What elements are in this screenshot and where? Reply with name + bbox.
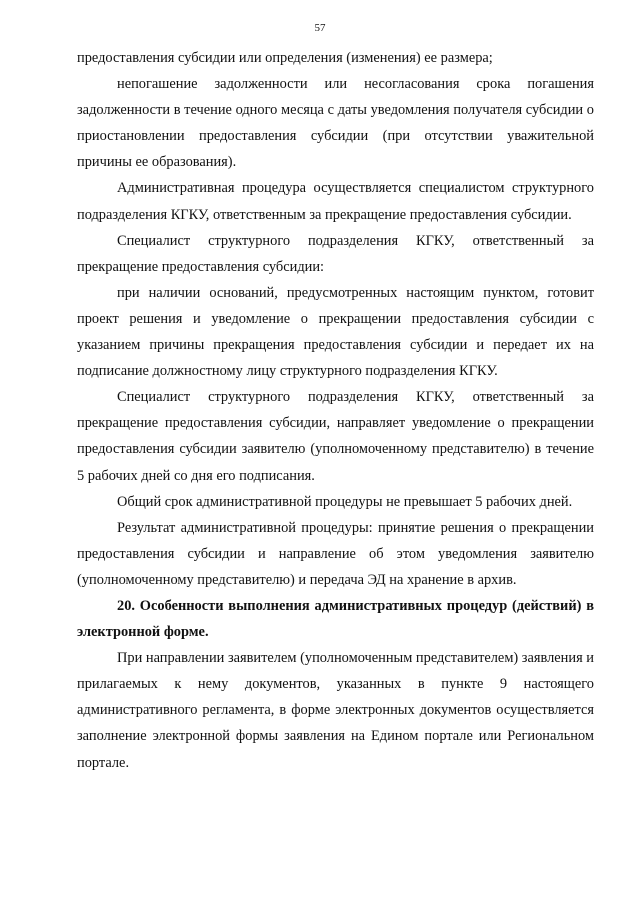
paragraph-4: Специалист структурного подразделения КГКУ, ответственный за прекращение предоставления субсидии:: [77, 232, 594, 275]
page-number: 57: [314, 22, 326, 34]
document-body: [77, 45, 594, 776]
paragraph-7: Общий срок административной процедуры не превышает 5 рабочих дней.: [117, 493, 573, 510]
paragraph-1: предоставления субсидии или определения (изменения) ее размера;: [77, 50, 493, 66]
paragraph-3: Административная процедура осуществляется специалистом структурного подразделения КГКУ, ответственным за прекращение предоставления субсидии.: [77, 180, 594, 223]
paragraph-9: При направлении заявителем (уполномоченным представителем) заявления и прилагаемых к нему документов, указанных в пункте 9 настоящего административного регламента, в форме электронных документов осуществляется заполнение электронной формы заявления на Едином портале или Региональном портале.: [77, 650, 594, 771]
paragraph-2: непогашение задолженности или несогласования срока погашения задолженности в течение одного месяца с даты уведомления получателя субсидии о приостановлении предоставления субсидии (при отсутствии уважительной причины ее образования).: [77, 76, 594, 171]
section-heading: 20. Особенности выполнения административных процедур (действий) в электронной форме.: [77, 597, 594, 641]
paragraph-8: Результат административной процедуры: принятие решения о прекращении предоставления субсидии и направление об этом уведомления заявителю (уполномоченному представителю) и передача ЭД на хранение в архив.: [77, 519, 594, 588]
paragraph-6: Специалист структурного подразделения КГКУ, ответственный за прекращение предоставления субсидии, направляет уведомление о прекращении предоставления субсидии заявителю (уполномоченному представителю) в течение 5 рабочих дней со дня его подписания.: [77, 389, 594, 484]
paragraph-5: при наличии оснований, предусмотренных настоящим пунктом, готовит проект решения и уведомление о прекращении предоставления субсидии с указанием причины прекращения предоставления субсидии и передает их на подписание должностному лицу структурного подразделения КГКУ.: [77, 284, 594, 380]
